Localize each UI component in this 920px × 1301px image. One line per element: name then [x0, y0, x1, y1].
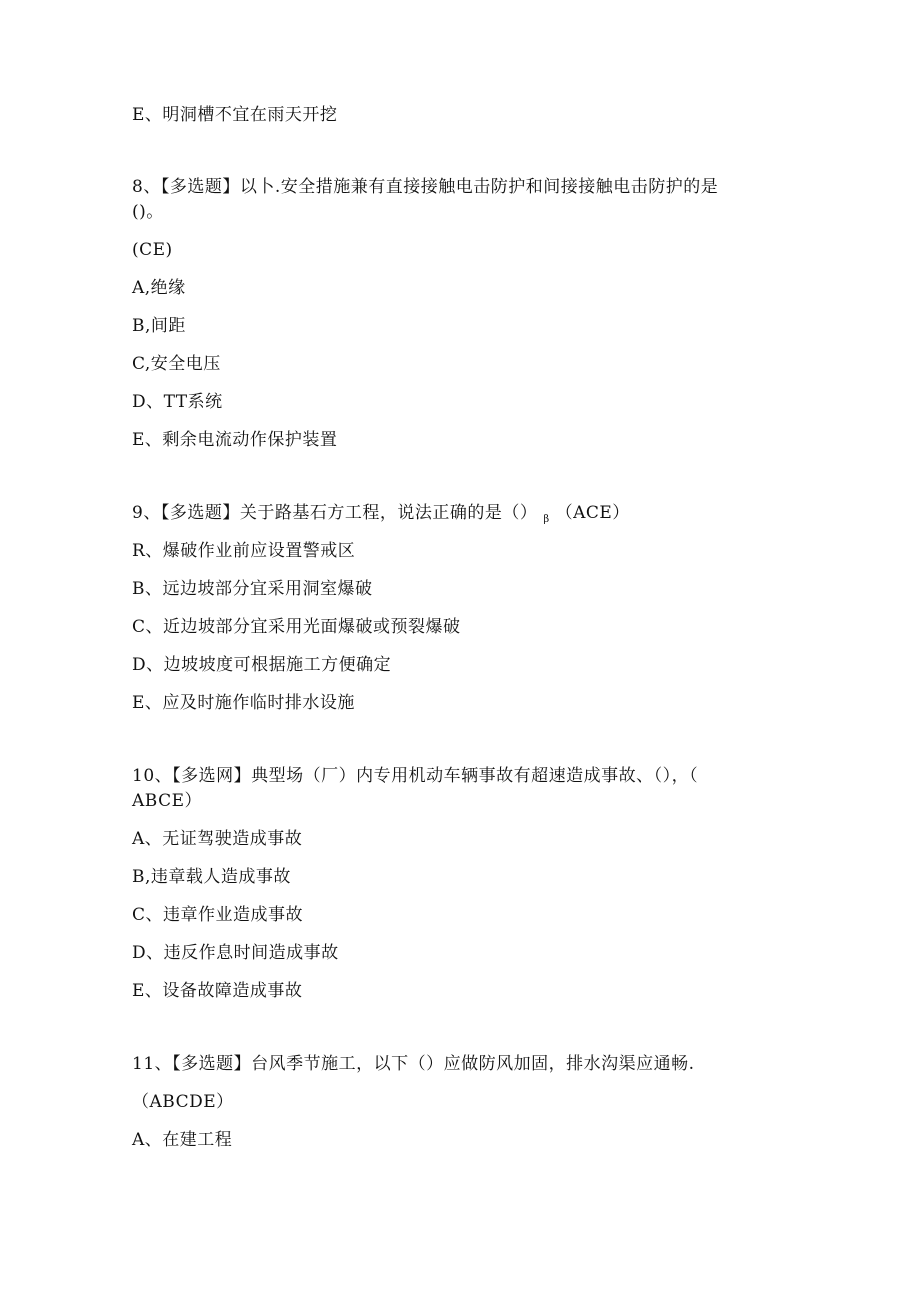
q9-option-e: E、应及时施作临时排水设施 [132, 693, 355, 713]
q8-option-d: D、TT系统 [132, 392, 223, 412]
q10-option-d: D、违反作息时间造成事故 [132, 943, 339, 963]
q10-option-a: A、无证驾驶造成事故 [132, 829, 303, 849]
q8-option-e: E、剩余电流动作保护装置 [132, 430, 338, 450]
q11-option-a: A、在建工程 [132, 1130, 233, 1150]
q9-option-c: C、近边坡部分宜采用光面爆破或预裂爆破 [132, 617, 461, 637]
q11-title: 11、【多选题】台风季节施工，以下（）应做防风加固，排水沟渠应通畅. [132, 1054, 695, 1074]
q9-option-r: R、爆破作业前应设置警戒区 [132, 541, 356, 561]
q10-option-e: E、设备故障造成事故 [132, 981, 303, 1001]
q9-option-d: D、边坡坡度可根据施工方便确定 [132, 655, 392, 675]
q9-title-subscript: β [543, 514, 550, 525]
q10-option-c: C、违章作业造成事故 [132, 905, 304, 925]
q8-title-line1: 8、【多选题】以卜.安全措施兼有直接接触电击防护和间接接触电击防护的是 [132, 177, 719, 197]
q8-title-line2: ()。 [132, 202, 164, 222]
q11-answer: （ABCDE） [132, 1092, 234, 1112]
q8-option-c: C,安全电压 [132, 354, 221, 374]
q7-option-e: E、明洞槽不宜在雨天开挖 [132, 105, 338, 125]
q9-title [132, 503, 630, 526]
q9-title-text: 9、【多选题】关于路基石方工程，说法正确的是（） [132, 503, 538, 523]
q10-option-b: B,违章载人造成事故 [132, 867, 291, 887]
q8-answer: (CE) [132, 240, 173, 260]
q8-option-b: B,间距 [132, 316, 186, 336]
q9-option-b: B、远边坡部分宜采用洞室爆破 [132, 579, 373, 599]
q10-title-line2: ABCE） [132, 791, 203, 811]
q9-title-answer: （ACE） [555, 503, 630, 523]
q10-title-line1: 10、【多选网】典型场（厂）内专用机动车辆事故有超速造成事故、（），（ [132, 766, 699, 786]
q8-option-a: A,绝缘 [132, 278, 186, 298]
